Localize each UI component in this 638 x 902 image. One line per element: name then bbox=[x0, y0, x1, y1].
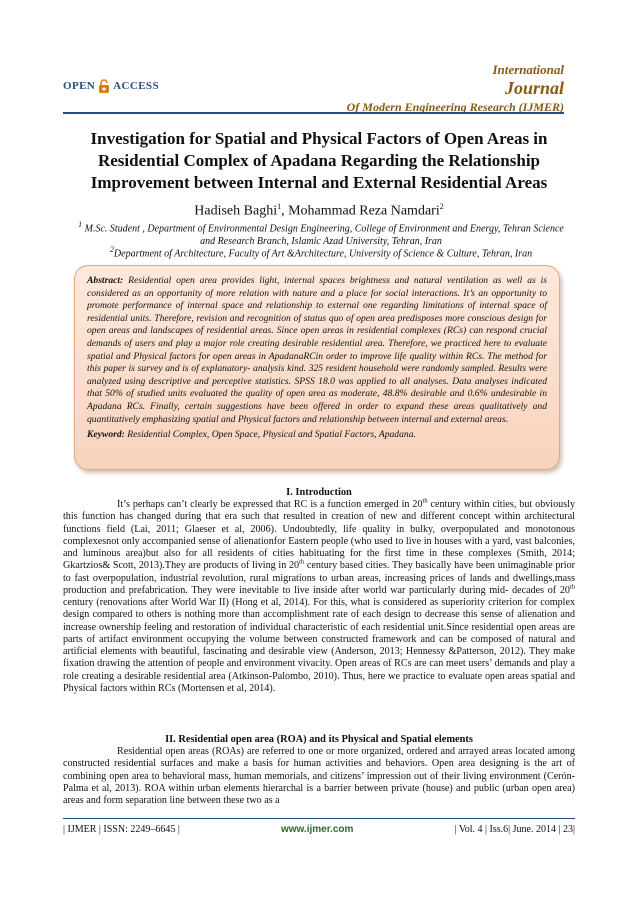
paper-title: Investigation for Spatial and Physical Factors of Open Areas in Residential Complex of Apadana Regarding the Relationship Improvement between Internal and External Residential Areas bbox=[90, 129, 548, 192]
abstract-box bbox=[74, 265, 560, 470]
open-access-word-access: ACCESS bbox=[113, 80, 159, 92]
body-span: century within cities, but obviously this function has changed during that era such that resulted in creation of new and different concept within architectural functions field (Lai, 2011; Glaeser et al, 2006). Undoubtedly, life quality in bulky, overpopulated and monotonous complexesnot only accompanied sense of alienationfor Eastern people (who used to live in houses with a yard, vast balconies, and luminous area)but also for all residents of cities habituating for the first time in these complexes (Smith, 2014; Gkartzios& Scott, 2013).They are products of living in 20 bbox=[63, 499, 575, 572]
body-span: century (renovations after World War II) (Hong et al, 2014). For this, what is considered as superiority criterion for complex design compared to others is nothing more than accomplishment rate of each design to decrease this sense of alienation and increase ownership feeling and restoration of individual characteristic of each residential unit.Since residential open areas are parts of artifact environment occupying the volume between constructed framework and can be composed of natural and artificial elements with beautiful, fascinating and desirable view (Anderson, 2013; Hennessy &Patterson, 2012). They make fixation drawing the attention of people and environment vivacity. Open areas of RCs are can meet users’ demands and play a role creating a desirable residential area (Atkinson-Palombo, 2010). Thus, here we practice to evaluate open areas spatial and Physical factors within RCs (Mortensen et al, 2014). bbox=[63, 597, 575, 694]
affiliation-text: M.Sc. Student , Department of Environmental Design Engineering, College of Environment and Energy, Tehran Science and Research Branch, Islamic Azad University, Tehran, Iran bbox=[82, 223, 564, 248]
footer-divider bbox=[63, 818, 575, 819]
section-heading-introduction: I. Introduction bbox=[286, 487, 352, 498]
author-sup: 1 bbox=[277, 202, 282, 211]
footer-website-link[interactable]: www.ijmer.com bbox=[280, 824, 354, 835]
footer-volume: | Vol. 4 | Iss.6| June. 2014 | 23| bbox=[454, 824, 575, 835]
journal-line-journal: Journal bbox=[504, 78, 564, 98]
page-footer bbox=[63, 824, 575, 835]
journal-line-title: Of Modern Engineering Research (IJMER) bbox=[346, 100, 564, 114]
body-sup: th bbox=[569, 583, 575, 591]
section-body-roa: Residential open areas (ROAs) are referred to one or more organized, ordered and arrayed areas located among constructed residential surfaces and make a basis for human activities and behaviors. Open area designing is the art of combining open area to behavioral mass, human memorials, and citizens’ impression out of their living environment (Cerón-Palma et al, 2013). ROA within urban elements hierarchal is a barrier between private (house) and public (urban open area) areas and form separation line between these two as a bbox=[63, 746, 575, 806]
body-sup: th bbox=[299, 558, 305, 566]
affiliation-text: Department of Architecture, Faculty of Art &Architecture, University of Science & Culture, Tehran, Iran bbox=[113, 248, 533, 260]
footer-issn: | IJMER | ISSN: 2249–6645 | bbox=[63, 824, 180, 835]
open-access-logo bbox=[63, 79, 159, 93]
affiliation-sup: 2 bbox=[109, 245, 114, 254]
abstract bbox=[87, 275, 547, 426]
journal-name bbox=[347, 61, 564, 115]
author-name: Hadiseh Baghi bbox=[194, 203, 278, 219]
keywords bbox=[87, 429, 547, 442]
body-sup: th bbox=[422, 497, 428, 505]
header-divider bbox=[63, 112, 564, 114]
open-lock-icon bbox=[98, 79, 110, 93]
author-list: Hadiseh Baghi$^1$, Mohammad Reza Namdari$^2$ bbox=[194, 202, 444, 219]
body-span: It’s perhaps can’t clearly be expressed that RC is a function emerged in 20 bbox=[117, 499, 423, 510]
affiliation-sup: 1 bbox=[78, 220, 83, 229]
abstract-body: Residential open area provides light, internal spaces brightness and natural ventilation as well as is considered as an opportunity of more relation with nature and a place for social interactions. It’s an opportunity to promote performance of internal space and relationship to external one regarding limitations of internal space of residential units. Therefore, revision and recognition of status quo of open area predisposes more conscious design for open areas and landscapes of residential areas. Since open areas in residential complexes (RCs) can respond crucial demands of users and play a major role creating desirable residential area. Therefore, we practiced here to evaluate spatial and Physical factors for open areas in ApadanaRCin order to improve life quality within RCs. The method for this paper is survey and is of explanatory- analysis kind. 325 resident household were randomly sampled. Results were analyzed using descriptive and perceptive statistics. SPSS 18.0 was applied to all analyses. Data analyses indicated that 50% of studied units evaluated the quality of open area as moderate, 48.8% desirable and 0.6% undesirable in Apadana RCs. Finally, certain suggestions have been offered in order to expand these areas qualitatively and quantitatively emphasizing spatial and Physical factors and relationship between internal and external areas. bbox=[87, 275, 547, 425]
author-name: Mohammad Reza Namdari bbox=[288, 203, 440, 219]
body-span: century based cities. They basically have been unimaginable prior to fast overpopulation, industrial revolution, rural migrations to urban areas, increasing prices of lands and dwellings,mass production and prefabrication. They were inevitable to live inside after world war particularly during mid- decades of 20 bbox=[63, 560, 575, 596]
keywords-label: Keyword: bbox=[87, 429, 125, 441]
author-sup: 2 bbox=[439, 202, 444, 211]
affiliation-2 bbox=[70, 243, 572, 260]
abstract-label: Abstract: bbox=[87, 275, 124, 286]
section-heading-roa: II. Residential open area (ROA) and its Physical and Spatial elements bbox=[165, 734, 473, 745]
keywords-body: Residential Complex, Open Space, Physical and Spatial Factors, Apadana. bbox=[124, 429, 416, 441]
open-access-word-open: OPEN bbox=[63, 80, 96, 92]
section-body-introduction bbox=[63, 499, 575, 695]
journal-line-international: International bbox=[492, 62, 564, 77]
